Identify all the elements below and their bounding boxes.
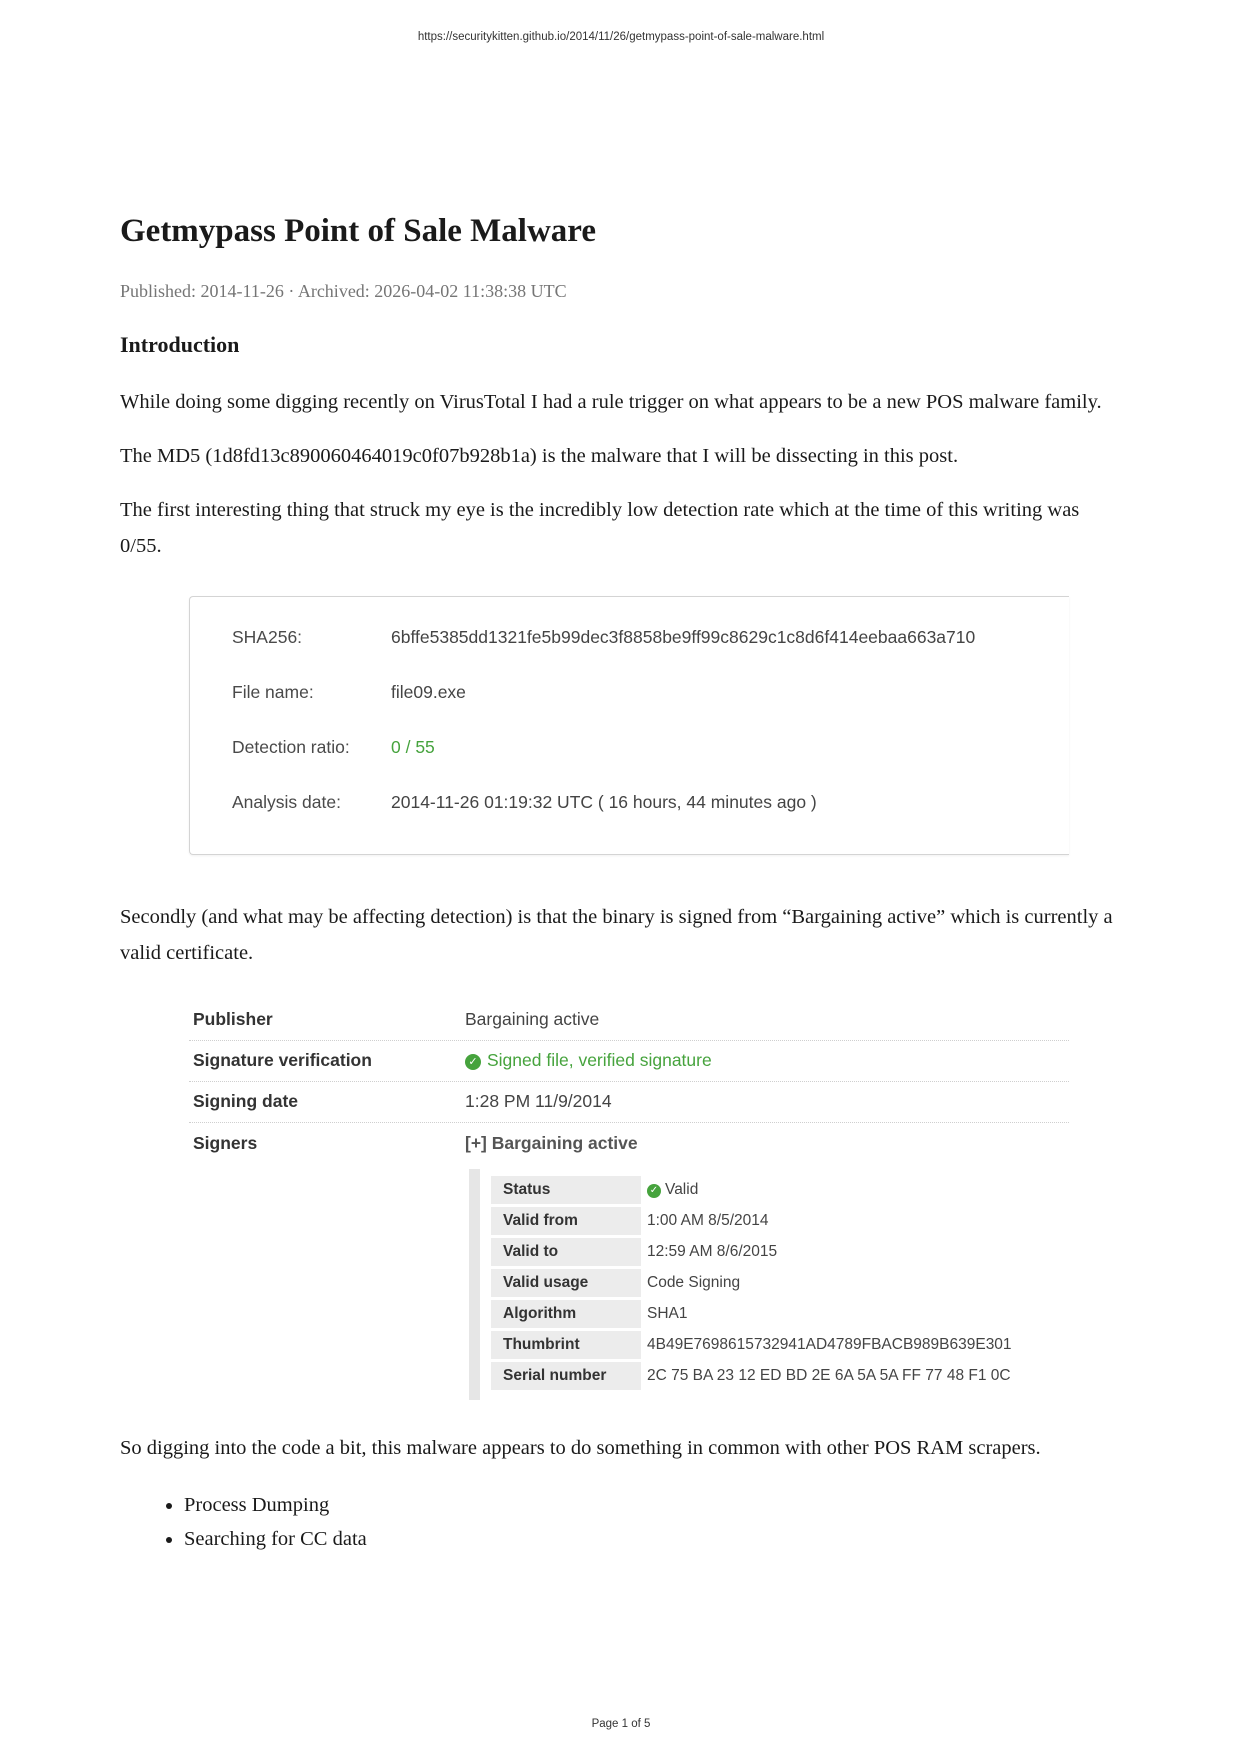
- virustotal-summary-box: [189, 596, 1069, 855]
- signer-row: [491, 1299, 1058, 1330]
- sig-row-verification: [189, 1041, 1069, 1082]
- vt-row-filename: [190, 682, 1069, 737]
- signer-value: 4B49E7698615732941AD4789FBACB989B639E301: [647, 1336, 1012, 1354]
- sig-label: Publisher: [193, 1009, 273, 1030]
- sig-label: Signature verification: [193, 1050, 372, 1071]
- detection-ratio: 0 / 55: [391, 736, 435, 757]
- bullet-list: [120, 1488, 1120, 1556]
- status-text: Valid: [665, 1181, 699, 1199]
- paragraph-5: So digging into the code a bit, this malware appears to do something in common with other POS RAM scrapers.: [120, 1436, 1041, 1459]
- page-url: https://securitykitten.github.io/2014/11/26/getmypass-point-of-sale-malware.html: [417, 31, 825, 43]
- signer-value: Code Signing: [647, 1274, 741, 1292]
- signer-value: 2C 75 BA 23 12 ED BD 2E 6A 5A 5A FF 77 48 F1 0C: [647, 1367, 1011, 1385]
- signer-label: Serial number: [491, 1362, 641, 1390]
- intro-heading: Introduction: [120, 331, 240, 357]
- signer-value: 12:59 AM 8/6/2015: [647, 1243, 778, 1261]
- signer-label: Algorithm: [491, 1300, 641, 1328]
- signer-row: [491, 1361, 1058, 1392]
- signer-label: Valid to: [491, 1238, 641, 1266]
- paragraph-3: The first interesting thing that struck my eye is the incredibly low detection rate which at the time of this writing was 0/55.: [120, 498, 1080, 557]
- vt-label: File name:: [232, 681, 314, 702]
- sig-row-publisher: [189, 1000, 1069, 1041]
- signer-header[interactable]: [465, 1133, 638, 1154]
- signer-value: 1:00 AM 8/5/2014: [647, 1212, 769, 1230]
- paragraph-1: While doing some digging recently on VirusTotal I had a rule trigger on what appears to be a new POS malware family.: [120, 390, 1102, 413]
- signer-row: [491, 1206, 1058, 1237]
- sig-row-signing-date: [189, 1082, 1069, 1123]
- list-item: • Process Dumping: [184, 1488, 1120, 1522]
- vt-row-sha256: [190, 627, 1069, 682]
- sig-label: Signers: [193, 1132, 258, 1153]
- signer-details: [469, 1169, 1058, 1400]
- verification-text: Signed file, verified signature: [487, 1050, 712, 1071]
- sig-verification-value: [465, 1050, 712, 1071]
- vt-value: 2014-11-26 01:19:32 UTC ( 16 hours, 44 minutes ago ): [391, 791, 817, 812]
- page-footer: Page 1 of 5: [591, 1718, 651, 1730]
- signer-label: Thumbrint: [491, 1331, 641, 1359]
- signer-name: Bargaining active: [491, 1132, 638, 1153]
- paragraph-2: The MD5 (1d8fd13c890060464019c0f07b928b1a) is the malware that I will be dissecting in this post.: [120, 444, 959, 467]
- signer-status: [647, 1181, 698, 1199]
- vt-label: Analysis date:: [232, 791, 341, 812]
- sig-value: 1:28 PM 11/9/2014: [465, 1091, 612, 1112]
- sig-label: Signing date: [193, 1091, 298, 1112]
- article-title: Getmypass Point of Sale Malware: [120, 213, 597, 249]
- paragraph-4: Secondly (and what may be affecting detection) is that the binary is signed from “Bargaining active” which is currently a valid certificate.: [120, 905, 1113, 964]
- vt-label: SHA256:: [232, 626, 303, 647]
- vt-row-detection: [190, 737, 1069, 792]
- signer-label: Valid usage: [491, 1269, 641, 1297]
- sig-row-signers: [189, 1123, 1069, 1163]
- signer-row: [491, 1268, 1058, 1299]
- signature-info: [189, 1000, 1069, 1400]
- check-circle-icon: ✓: [465, 1054, 481, 1070]
- check-circle-icon: ✓: [647, 1184, 661, 1198]
- expand-toggle[interactable]: [+]: [465, 1132, 487, 1153]
- signer-label: Status: [491, 1176, 641, 1204]
- signer-row: [491, 1237, 1058, 1268]
- vt-value: file09.exe: [391, 681, 466, 702]
- vt-label: Detection ratio:: [232, 736, 350, 757]
- article: [120, 212, 1120, 1556]
- signer-label: Valid from: [491, 1207, 641, 1235]
- vt-row-analysis-date: [190, 792, 1069, 847]
- vt-value: 6bffe5385dd1321fe5b99dec3f8858be9ff99c8629c1c8d6f414eebaa663a710: [391, 626, 976, 647]
- article-meta: Published: 2014-11-26 · Archived: 2026-04-02 11:38:38 UTC: [120, 280, 567, 301]
- sig-value: Bargaining active: [465, 1009, 600, 1030]
- list-item: • Searching for CC data: [184, 1522, 1120, 1556]
- signer-row: [491, 1330, 1058, 1361]
- signer-row-status: [491, 1175, 1058, 1206]
- signer-value: SHA1: [647, 1305, 688, 1323]
